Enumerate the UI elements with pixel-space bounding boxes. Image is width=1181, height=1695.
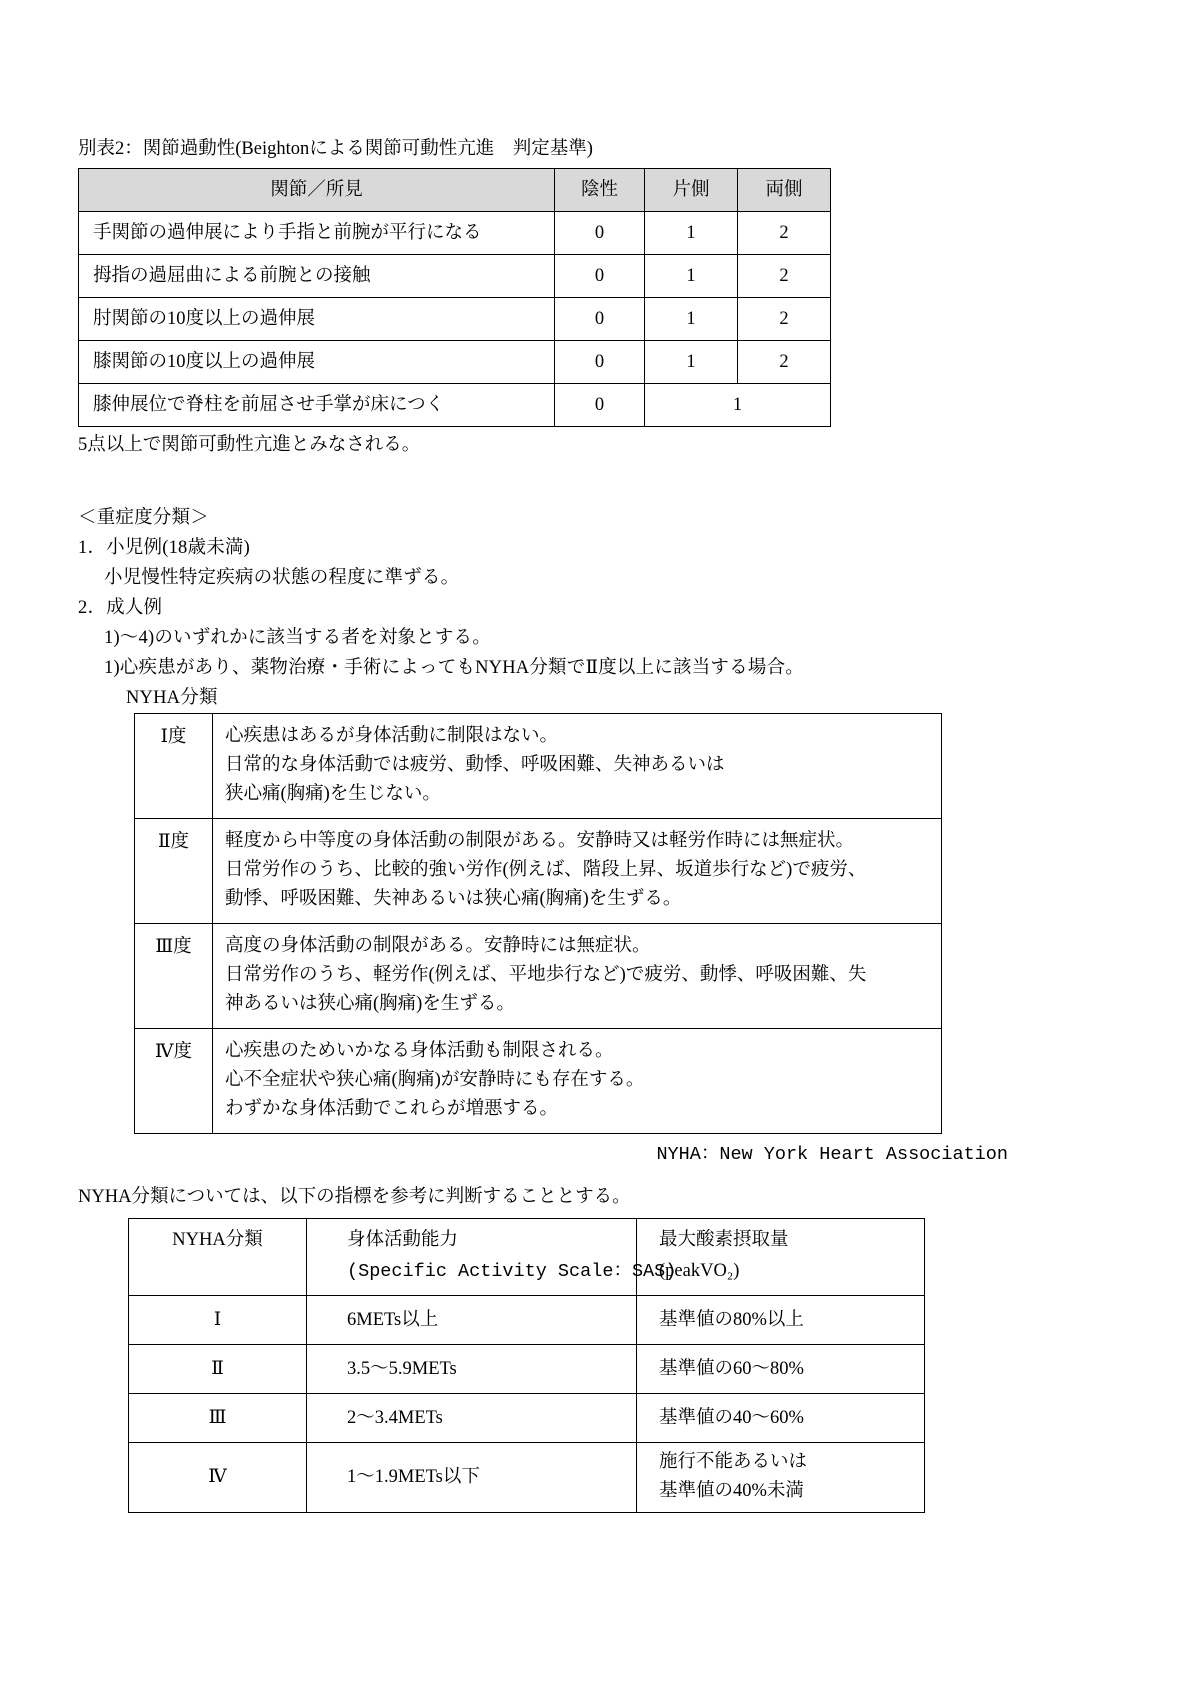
sas-grade: Ⅲ — [129, 1394, 307, 1443]
table-header-row — [79, 169, 831, 212]
table-row — [129, 1394, 925, 1443]
nyha-classification-table — [134, 713, 942, 1134]
beighton-one-side: 1 — [645, 255, 738, 298]
column-header-both-sides: 両側 — [738, 169, 831, 212]
nyha-description-line: 日常労作のうち、軽労作(例えば、平地歩行など)で疲労、動悸、呼吸困難、失 — [225, 965, 867, 985]
severity-item1-title: 1．小児例(18歳未満) — [78, 538, 250, 558]
sas-peakvo2-value: 基準値の60〜80% — [637, 1345, 925, 1394]
severity-item1-body: 小児慢性特定疾病の状態の程度に準ずる。 — [104, 568, 460, 588]
column-header-nyha-class — [129, 1219, 307, 1296]
severity-heading: ＜重症度分類＞ — [78, 508, 209, 528]
sas-peakvo2-line: 基準値の40%未満 — [659, 1481, 804, 1501]
nyha-description-line: 動悸、呼吸困難、失神あるいは狭心痛(胸痛)を生ずる。 — [225, 889, 682, 909]
column-header-peakvo2-line2: (peakVO₂) — [659, 1261, 740, 1281]
nyha-description-line: 日常労作のうち、比較的強い労作(例えば、階段上昇、坂道歩行など)で疲労、 — [225, 860, 867, 880]
beighton-both-sides: 2 — [738, 298, 831, 341]
section-spacer — [78, 459, 1103, 503]
beighton-item: 膝伸展位で脊柱を前屈させ手掌が床につく — [79, 384, 555, 427]
nyha-grade: Ⅱ度 — [135, 819, 213, 924]
beighton-item: 膝関節の10度以上の過伸展 — [79, 341, 555, 384]
sas-grade: Ⅱ — [129, 1345, 307, 1394]
beighton-negative: 0 — [555, 384, 645, 427]
sas-activity-value: 2〜3.4METs — [307, 1394, 637, 1443]
nyha-description — [213, 924, 942, 1029]
table-row — [79, 341, 831, 384]
column-header-peakvo2 — [637, 1219, 925, 1296]
column-header-item: 関節／所見 — [79, 169, 555, 212]
sas-peakvo2-value — [637, 1443, 925, 1513]
document-content — [78, 136, 1103, 1513]
severity-item2-body: 1)〜4)のいずれかに該当する者を対象とする。 — [104, 628, 491, 648]
nyha-table-label: NYHA分類 — [126, 688, 218, 708]
table-row — [79, 212, 831, 255]
beighton-negative: 0 — [555, 341, 645, 384]
table-row — [135, 819, 942, 924]
table-row — [79, 298, 831, 341]
nyha-grade: Ⅳ度 — [135, 1029, 213, 1134]
sas-peakvo2-value: 基準値の80%以上 — [637, 1296, 925, 1345]
column-header-negative: 陰性 — [555, 169, 645, 212]
sas-peakvo2-value: 基準値の40〜60% — [637, 1394, 925, 1443]
table-row — [129, 1345, 925, 1394]
severity-item2-title: 2．成人例 — [78, 598, 163, 618]
nyha-description-line: 日常的な身体活動では疲労、動悸、呼吸困難、失神あるいは — [225, 755, 725, 775]
beighton-negative: 0 — [555, 255, 645, 298]
column-header-activity-line1: 身体活動能力 — [347, 1230, 459, 1250]
beighton-merged-score: 1 — [645, 384, 831, 427]
beighton-negative: 0 — [555, 298, 645, 341]
sas-peakvo2-line: 施行不能あるいは — [659, 1452, 808, 1472]
nyha-description-line: わずかな身体活動でこれらが増悪する。 — [225, 1099, 559, 1119]
column-header-nyha-class-text: NYHA分類 — [172, 1230, 263, 1250]
nyha-description-line: 軽度から中等度の身体活動の制限がある。安静時又は軽労作時には無症状。 — [225, 831, 855, 851]
beighton-both-sides: 2 — [738, 212, 831, 255]
beighton-both-sides: 2 — [738, 341, 831, 384]
nyha-grade: Ⅰ度 — [135, 714, 213, 819]
nyha-grade: Ⅲ度 — [135, 924, 213, 1029]
nyha-description-line: 心不全症状や狭心痛(胸痛)が安静時にも存在する。 — [225, 1070, 645, 1090]
beighton-one-side: 1 — [645, 298, 738, 341]
beighton-note: 5点以上で関節可動性亢進とみなされる。 — [78, 435, 421, 455]
column-header-activity — [307, 1219, 677, 1296]
table-row — [129, 1296, 925, 1345]
nyha-description-line: 高度の身体活動の制限がある。安静時には無症状。 — [225, 936, 651, 956]
table-row — [79, 384, 831, 427]
nyha-description — [213, 1029, 942, 1134]
severity-item2-sub1: 1)心疾患があり、薬物治療・手術によってもNYHA分類でⅡ度以上に該当する場合。 — [104, 658, 804, 678]
nyha-description — [213, 714, 942, 819]
beighton-item: 肘関節の10度以上の過伸展 — [79, 298, 555, 341]
beighton-table-caption: 別表2：関節過動性(Beightonによる関節可動性亢進 判定基準) — [78, 139, 593, 159]
beighton-one-side: 1 — [645, 341, 738, 384]
column-header-one-side: 片側 — [645, 169, 738, 212]
nyha-description — [213, 819, 942, 924]
beighton-one-side: 1 — [645, 212, 738, 255]
sas-peakvo2-table — [128, 1218, 925, 1513]
beighton-table — [78, 168, 831, 427]
table-row — [79, 255, 831, 298]
sas-activity-value: 3.5〜5.9METs — [307, 1345, 637, 1394]
table-row — [135, 714, 942, 819]
nyha-description-line: 心疾患はあるが身体活動に制限はない。 — [225, 726, 559, 746]
table-row — [135, 1029, 942, 1134]
sas-grade: Ⅰ — [129, 1296, 307, 1345]
sas-grade: Ⅳ — [129, 1443, 307, 1513]
table-header-row — [129, 1219, 925, 1296]
sas-activity-value: 6METs以上 — [307, 1296, 637, 1345]
nyha-description-line: 心疾患のためいかなる身体活動も制限される。 — [225, 1041, 614, 1061]
beighton-both-sides: 2 — [738, 255, 831, 298]
beighton-negative: 0 — [555, 212, 645, 255]
nyha-description-line: 神あるいは狭心痛(胸痛)を生ずる。 — [225, 994, 515, 1014]
sas-table-lead: NYHA分類については、以下の指標を参考に判断することとする。 — [78, 1187, 631, 1207]
nyha-description-line: 狭心痛(胸痛)を生じない。 — [225, 784, 441, 804]
beighton-item: 拇指の過屈曲による前腕との接触 — [79, 255, 555, 298]
sas-activity-value: 1〜1.9METs以下 — [307, 1443, 637, 1513]
nyha-attribution: NYHA：New York Heart Association — [656, 1144, 1008, 1165]
beighton-item: 手関節の過伸展により手指と前腕が平行になる — [79, 212, 555, 255]
table-row — [135, 924, 942, 1029]
column-header-peakvo2-line1: 最大酸素摂取量 — [659, 1230, 789, 1250]
table-row — [129, 1443, 925, 1513]
column-header-activity-line2: (Specific Activity Scale：SAS) — [347, 1261, 677, 1282]
